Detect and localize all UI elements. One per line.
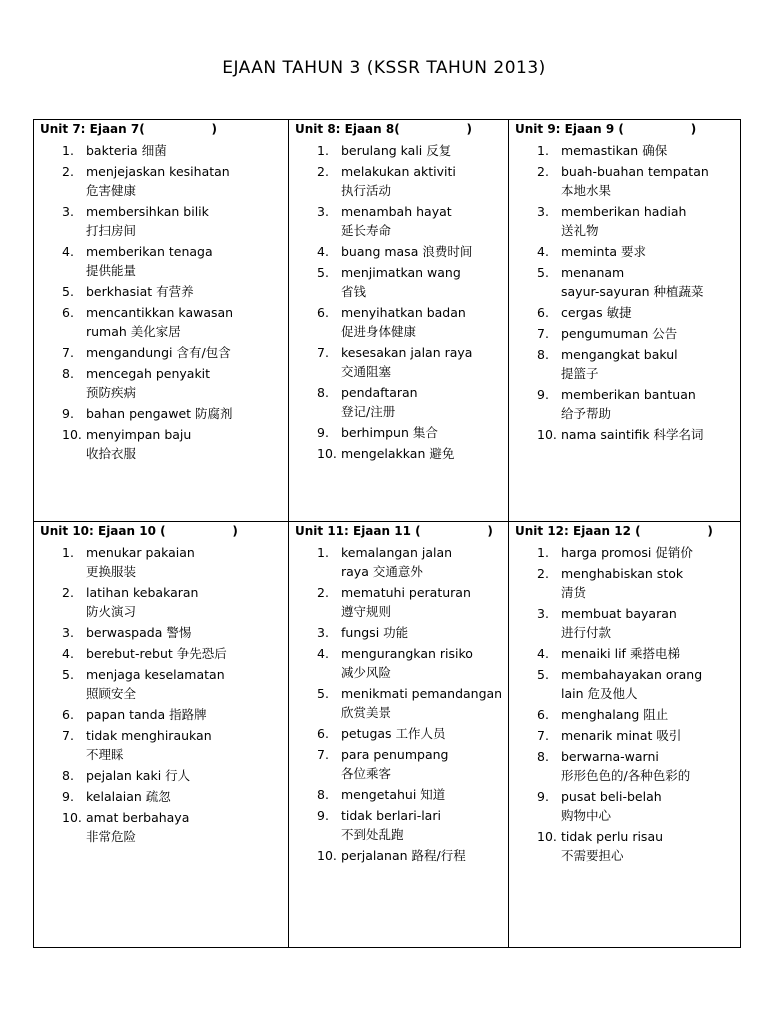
- word-item: [515, 263, 736, 301]
- word-item: [40, 303, 284, 341]
- word-item: [515, 665, 736, 703]
- chinese-translation: 细菌: [141, 143, 167, 158]
- word-item: [295, 263, 504, 301]
- word-number: 1.: [62, 143, 74, 158]
- unit-cell: [33, 119, 289, 522]
- chinese-translation: 敏捷: [606, 305, 632, 320]
- word-item: [40, 583, 284, 621]
- malay-phrase: meminta: [561, 244, 617, 259]
- word-item: [515, 202, 736, 240]
- word-item: [295, 303, 504, 341]
- word-item: [40, 808, 284, 846]
- malay-phrase: memberikan tenaga: [86, 244, 213, 259]
- chinese-translation: 危害健康: [86, 183, 137, 198]
- malay-phrase: harga promosi: [561, 545, 652, 560]
- malay-phrase: berkhasiat: [86, 284, 153, 299]
- word-item: [40, 202, 284, 240]
- malay-phrase: mencegah penyakit: [86, 366, 211, 381]
- chinese-translation: 不理睬: [86, 747, 124, 762]
- word-number: 6.: [537, 305, 549, 320]
- chinese-translation: 吸引: [656, 728, 682, 743]
- word-item: [295, 242, 504, 261]
- chinese-translation: 公告: [652, 326, 678, 341]
- chinese-translation: 不到处乱跑: [341, 827, 404, 842]
- chinese-translation: 知道: [420, 787, 446, 802]
- word-number: 5.: [62, 667, 74, 682]
- word-number: 8.: [62, 768, 74, 783]
- chinese-translation: 非常危险: [86, 829, 137, 844]
- word-number: 1.: [317, 143, 329, 158]
- word-number: 1.: [317, 545, 329, 560]
- word-number: 9.: [317, 808, 329, 823]
- chinese-translation: 科学名词: [653, 427, 704, 442]
- malay-phrase: menarik minat: [561, 728, 653, 743]
- malay-phrase: pengumuman: [561, 326, 649, 341]
- word-number: 8.: [537, 347, 549, 362]
- word-item: [295, 383, 504, 421]
- word-item: [295, 543, 504, 581]
- word-number: 2.: [537, 566, 549, 581]
- word-item: [40, 425, 284, 463]
- word-item: [515, 242, 736, 261]
- chinese-translation: 促进身体健康: [341, 324, 417, 339]
- chinese-translation: 工作人员: [395, 726, 446, 741]
- chinese-translation: 本地水果: [561, 183, 612, 198]
- word-number: 9.: [317, 425, 329, 440]
- word-number: 2.: [537, 164, 549, 179]
- word-item: [295, 745, 504, 783]
- word-number: 1.: [537, 545, 549, 560]
- word-item: [40, 623, 284, 642]
- word-item: [40, 766, 284, 785]
- word-item: [40, 242, 284, 280]
- chinese-translation: 含有/包含: [176, 345, 231, 360]
- unit-heading: Unit 7: Ejaan 7( ): [40, 122, 218, 136]
- chinese-translation: 交通阻塞: [341, 364, 392, 379]
- malay-phrase: pejalan kaki: [86, 768, 162, 783]
- malay-phrase: membersihkan bilik: [86, 204, 209, 219]
- word-number: 7.: [537, 326, 549, 341]
- chinese-translation: 照顾安全: [86, 686, 137, 701]
- word-item: [40, 404, 284, 423]
- word-number: 10.: [537, 829, 557, 844]
- word-item: [295, 583, 504, 621]
- chinese-translation: 反复: [426, 143, 452, 158]
- word-item: [40, 665, 284, 703]
- word-item: [295, 202, 504, 240]
- malay-phrase: papan tanda: [86, 707, 166, 722]
- word-number: 6.: [317, 726, 329, 741]
- malay-phrase: bakteria: [86, 143, 138, 158]
- word-number: 4.: [62, 244, 74, 259]
- word-number: 3.: [62, 625, 74, 640]
- malay-phrase: menghabiskan stok: [561, 566, 684, 581]
- word-number: 8.: [62, 366, 74, 381]
- malay-phrase: kemalangan jalan: [341, 545, 453, 560]
- chinese-translation: 争先恐后: [176, 646, 227, 661]
- word-number: 10.: [62, 810, 82, 825]
- malay-phrase: mengelakkan: [341, 446, 426, 461]
- malay-phrase: pusat beli-belah: [561, 789, 662, 804]
- chinese-translation: 进行付款: [561, 625, 612, 640]
- chinese-translation: 省钱: [341, 284, 367, 299]
- word-number: 2.: [62, 164, 74, 179]
- chinese-translation: 购物中心: [561, 808, 612, 823]
- unit-cell: [508, 521, 741, 948]
- word-number: 1.: [62, 545, 74, 560]
- chinese-translation: 防腐剂: [195, 406, 233, 421]
- page-title: EJAAN TAHUN 3 (KSSR TAHUN 2013): [222, 58, 546, 78]
- word-number: 10.: [537, 427, 557, 442]
- malay-phrase: memberikan hadiah: [561, 204, 687, 219]
- word-item: [295, 141, 504, 160]
- chinese-translation: raya 交通意外: [341, 564, 423, 579]
- word-number: 3.: [62, 204, 74, 219]
- word-item: [295, 444, 504, 463]
- word-number: 9.: [537, 387, 549, 402]
- chinese-translation: 执行活动: [341, 183, 392, 198]
- word-number: 10.: [62, 427, 82, 442]
- chinese-translation: 阻止: [643, 707, 669, 722]
- malay-phrase: mencantikkan kawasan: [86, 305, 234, 320]
- malay-phrase: kesesakan jalan raya: [341, 345, 473, 360]
- chinese-translation: 预防疾病: [86, 385, 137, 400]
- chinese-translation: 减少风险: [341, 665, 392, 680]
- word-number: 6.: [62, 305, 74, 320]
- malay-phrase: melakukan aktiviti: [341, 164, 456, 179]
- word-item: [40, 726, 284, 764]
- word-item: [515, 564, 736, 602]
- chinese-translation: 更换服装: [86, 564, 137, 579]
- chinese-translation: 给予帮助: [561, 406, 612, 421]
- unit-heading: Unit 10: Ejaan 10 ( ): [40, 524, 238, 538]
- malay-phrase: menanam: [561, 265, 625, 280]
- word-item: [515, 543, 736, 562]
- malay-phrase: mengurangkan risiko: [341, 646, 473, 661]
- malay-phrase: membahayakan orang: [561, 667, 703, 682]
- word-item: [40, 543, 284, 581]
- word-list: [40, 543, 284, 846]
- word-number: 2.: [317, 585, 329, 600]
- chinese-translation: 指路牌: [169, 707, 207, 722]
- word-item: [40, 644, 284, 663]
- word-item: [295, 846, 504, 865]
- malay-phrase: nama saintifik: [561, 427, 650, 442]
- word-item: [40, 705, 284, 724]
- word-number: 5.: [317, 265, 329, 280]
- chinese-translation: 延长寿命: [341, 223, 392, 238]
- malay-phrase: bahan pengawet: [86, 406, 192, 421]
- word-number: 7.: [317, 747, 329, 762]
- word-item: [295, 644, 504, 682]
- word-item: [295, 623, 504, 642]
- word-number: 7.: [317, 345, 329, 360]
- chinese-translation: 有营养: [156, 284, 194, 299]
- word-number: 8.: [317, 385, 329, 400]
- chinese-translation: sayur-sayuran 种植蔬菜: [561, 284, 704, 299]
- chinese-translation: 警惕: [166, 625, 192, 640]
- chinese-translation: 浪费时间: [422, 244, 473, 259]
- word-number: 9.: [62, 406, 74, 421]
- malay-phrase: cergas: [561, 305, 603, 320]
- malay-phrase: tidak menghiraukan: [86, 728, 212, 743]
- malay-phrase: para penumpang: [341, 747, 449, 762]
- word-number: 5.: [537, 667, 549, 682]
- word-number: 9.: [62, 789, 74, 804]
- malay-phrase: memastikan: [561, 143, 639, 158]
- chinese-translation: 提篮子: [561, 366, 599, 381]
- word-item: [40, 141, 284, 160]
- malay-phrase: menghalang: [561, 707, 640, 722]
- word-item: [515, 726, 736, 745]
- word-number: 2.: [317, 164, 329, 179]
- malay-phrase: latihan kebakaran: [86, 585, 199, 600]
- word-number: 4.: [317, 244, 329, 259]
- word-item: [295, 684, 504, 722]
- chinese-translation: 形形色色的/各种色彩的: [561, 768, 691, 783]
- word-item: [515, 324, 736, 343]
- malay-phrase: menjimatkan wang: [341, 265, 461, 280]
- word-number: 3.: [317, 625, 329, 640]
- chinese-translation: 疏忽: [145, 789, 171, 804]
- malay-phrase: memberikan bantuan: [561, 387, 696, 402]
- malay-phrase: berhimpun: [341, 425, 409, 440]
- chinese-translation: 行人: [165, 768, 191, 783]
- word-number: 9.: [537, 789, 549, 804]
- chinese-translation: 收拾衣服: [86, 446, 137, 461]
- chinese-translation: 遵守规则: [341, 604, 392, 619]
- word-item: [515, 827, 736, 865]
- unit-cell: [288, 119, 509, 522]
- word-item: [515, 425, 736, 444]
- malay-phrase: menukar pakaian: [86, 545, 195, 560]
- malay-phrase: pendaftaran: [341, 385, 418, 400]
- malay-phrase: amat berbahaya: [86, 810, 190, 825]
- chinese-translation: 清货: [561, 585, 587, 600]
- word-item: [40, 162, 284, 200]
- word-number: 8.: [537, 749, 549, 764]
- chinese-translation: 防火演习: [86, 604, 137, 619]
- malay-phrase: menambah hayat: [341, 204, 452, 219]
- word-item: [515, 787, 736, 825]
- chinese-translation: 集合: [412, 425, 438, 440]
- unit-cell: [508, 119, 741, 522]
- malay-phrase: berwaspada: [86, 625, 163, 640]
- word-item: [295, 724, 504, 743]
- word-number: 6.: [537, 707, 549, 722]
- chinese-translation: rumah 美化家居: [86, 324, 181, 339]
- word-item: [515, 385, 736, 423]
- malay-phrase: menjejaskan kesihatan: [86, 164, 230, 179]
- malay-phrase: mengangkat bakul: [561, 347, 678, 362]
- malay-phrase: petugas: [341, 726, 392, 741]
- malay-phrase: mengetahui: [341, 787, 417, 802]
- word-item: [515, 345, 736, 383]
- word-number: 4.: [317, 646, 329, 661]
- chinese-translation: 送礼物: [561, 223, 599, 238]
- word-number: 6.: [62, 707, 74, 722]
- word-item: [515, 747, 736, 785]
- malay-phrase: kelalaian: [86, 789, 142, 804]
- word-item: [295, 785, 504, 804]
- word-number: 1.: [537, 143, 549, 158]
- chinese-translation: 功能: [383, 625, 409, 640]
- word-item: [295, 162, 504, 200]
- word-number: 3.: [537, 606, 549, 621]
- word-item: [515, 303, 736, 322]
- word-number: 5.: [62, 284, 74, 299]
- word-item: [515, 604, 736, 642]
- word-item: [295, 806, 504, 844]
- malay-phrase: mengandungi: [86, 345, 173, 360]
- unit-heading: Unit 9: Ejaan 9 ( ): [515, 122, 697, 136]
- malay-phrase: tidak perlu risau: [561, 829, 664, 844]
- word-list: [295, 543, 504, 865]
- chinese-translation: 登记/注册: [341, 404, 396, 419]
- chinese-translation: 打扫房间: [86, 223, 137, 238]
- malay-phrase: menjaga keselamatan: [86, 667, 225, 682]
- unit-heading: Unit 8: Ejaan 8( ): [295, 122, 473, 136]
- word-number: 10.: [317, 446, 337, 461]
- word-list: [515, 543, 736, 865]
- malay-phrase: mematuhi peraturan: [341, 585, 471, 600]
- chinese-translation: 促销价: [655, 545, 693, 560]
- malay-phrase: buah-buahan tempatan: [561, 164, 709, 179]
- word-item: [40, 787, 284, 806]
- word-number: 8.: [317, 787, 329, 802]
- chinese-translation: 避免: [429, 446, 455, 461]
- unit-cell: [33, 521, 289, 948]
- word-item: [40, 364, 284, 402]
- word-number: 5.: [537, 265, 549, 280]
- malay-phrase: berebut-rebut: [86, 646, 173, 661]
- chinese-translation: 不需要担心: [561, 848, 624, 863]
- chinese-translation: 欣赏美景: [341, 705, 392, 720]
- malay-phrase: membuat bayaran: [561, 606, 677, 621]
- chinese-translation: 路程/行程: [411, 848, 466, 863]
- chinese-translation: 乘搭电梯: [629, 646, 680, 661]
- word-number: 5.: [317, 686, 329, 701]
- word-item: [295, 343, 504, 381]
- word-number: 7.: [62, 728, 74, 743]
- malay-phrase: berulang kali: [341, 143, 423, 158]
- word-item: [40, 282, 284, 301]
- malay-phrase: perjalanan: [341, 848, 408, 863]
- word-item: [515, 141, 736, 160]
- malay-phrase: tidak berlari-lari: [341, 808, 441, 823]
- unit-heading: Unit 11: Ejaan 11 ( ): [295, 524, 493, 538]
- word-list: [295, 141, 504, 463]
- word-item: [295, 423, 504, 442]
- malay-phrase: menyimpan baju: [86, 427, 192, 442]
- word-item: [515, 162, 736, 200]
- malay-phrase: buang masa: [341, 244, 419, 259]
- word-number: 2.: [62, 585, 74, 600]
- word-item: [515, 644, 736, 663]
- word-item: [40, 343, 284, 362]
- word-number: 10.: [317, 848, 337, 863]
- word-number: 4.: [62, 646, 74, 661]
- chinese-translation: 要求: [620, 244, 646, 259]
- word-item: [515, 705, 736, 724]
- unit-cell: [288, 521, 509, 948]
- word-number: 3.: [537, 204, 549, 219]
- word-number: 7.: [537, 728, 549, 743]
- chinese-translation: 提供能量: [86, 263, 137, 278]
- word-number: 7.: [62, 345, 74, 360]
- word-list: [40, 141, 284, 463]
- malay-phrase: menyihatkan badan: [341, 305, 466, 320]
- word-list: [515, 141, 736, 444]
- chinese-translation: 各位乘客: [341, 766, 392, 781]
- malay-phrase: menikmati pemandangan: [341, 686, 503, 701]
- word-number: 6.: [317, 305, 329, 320]
- malay-phrase: berwarna-warni: [561, 749, 659, 764]
- word-number: 4.: [537, 244, 549, 259]
- unit-heading: Unit 12: Ejaan 12 ( ): [515, 524, 713, 538]
- malay-phrase: menaiki lif: [561, 646, 626, 661]
- chinese-translation: lain 危及他人: [561, 686, 638, 701]
- word-number: 4.: [537, 646, 549, 661]
- chinese-translation: 确保: [642, 143, 668, 158]
- word-number: 3.: [317, 204, 329, 219]
- malay-phrase: fungsi: [341, 625, 380, 640]
